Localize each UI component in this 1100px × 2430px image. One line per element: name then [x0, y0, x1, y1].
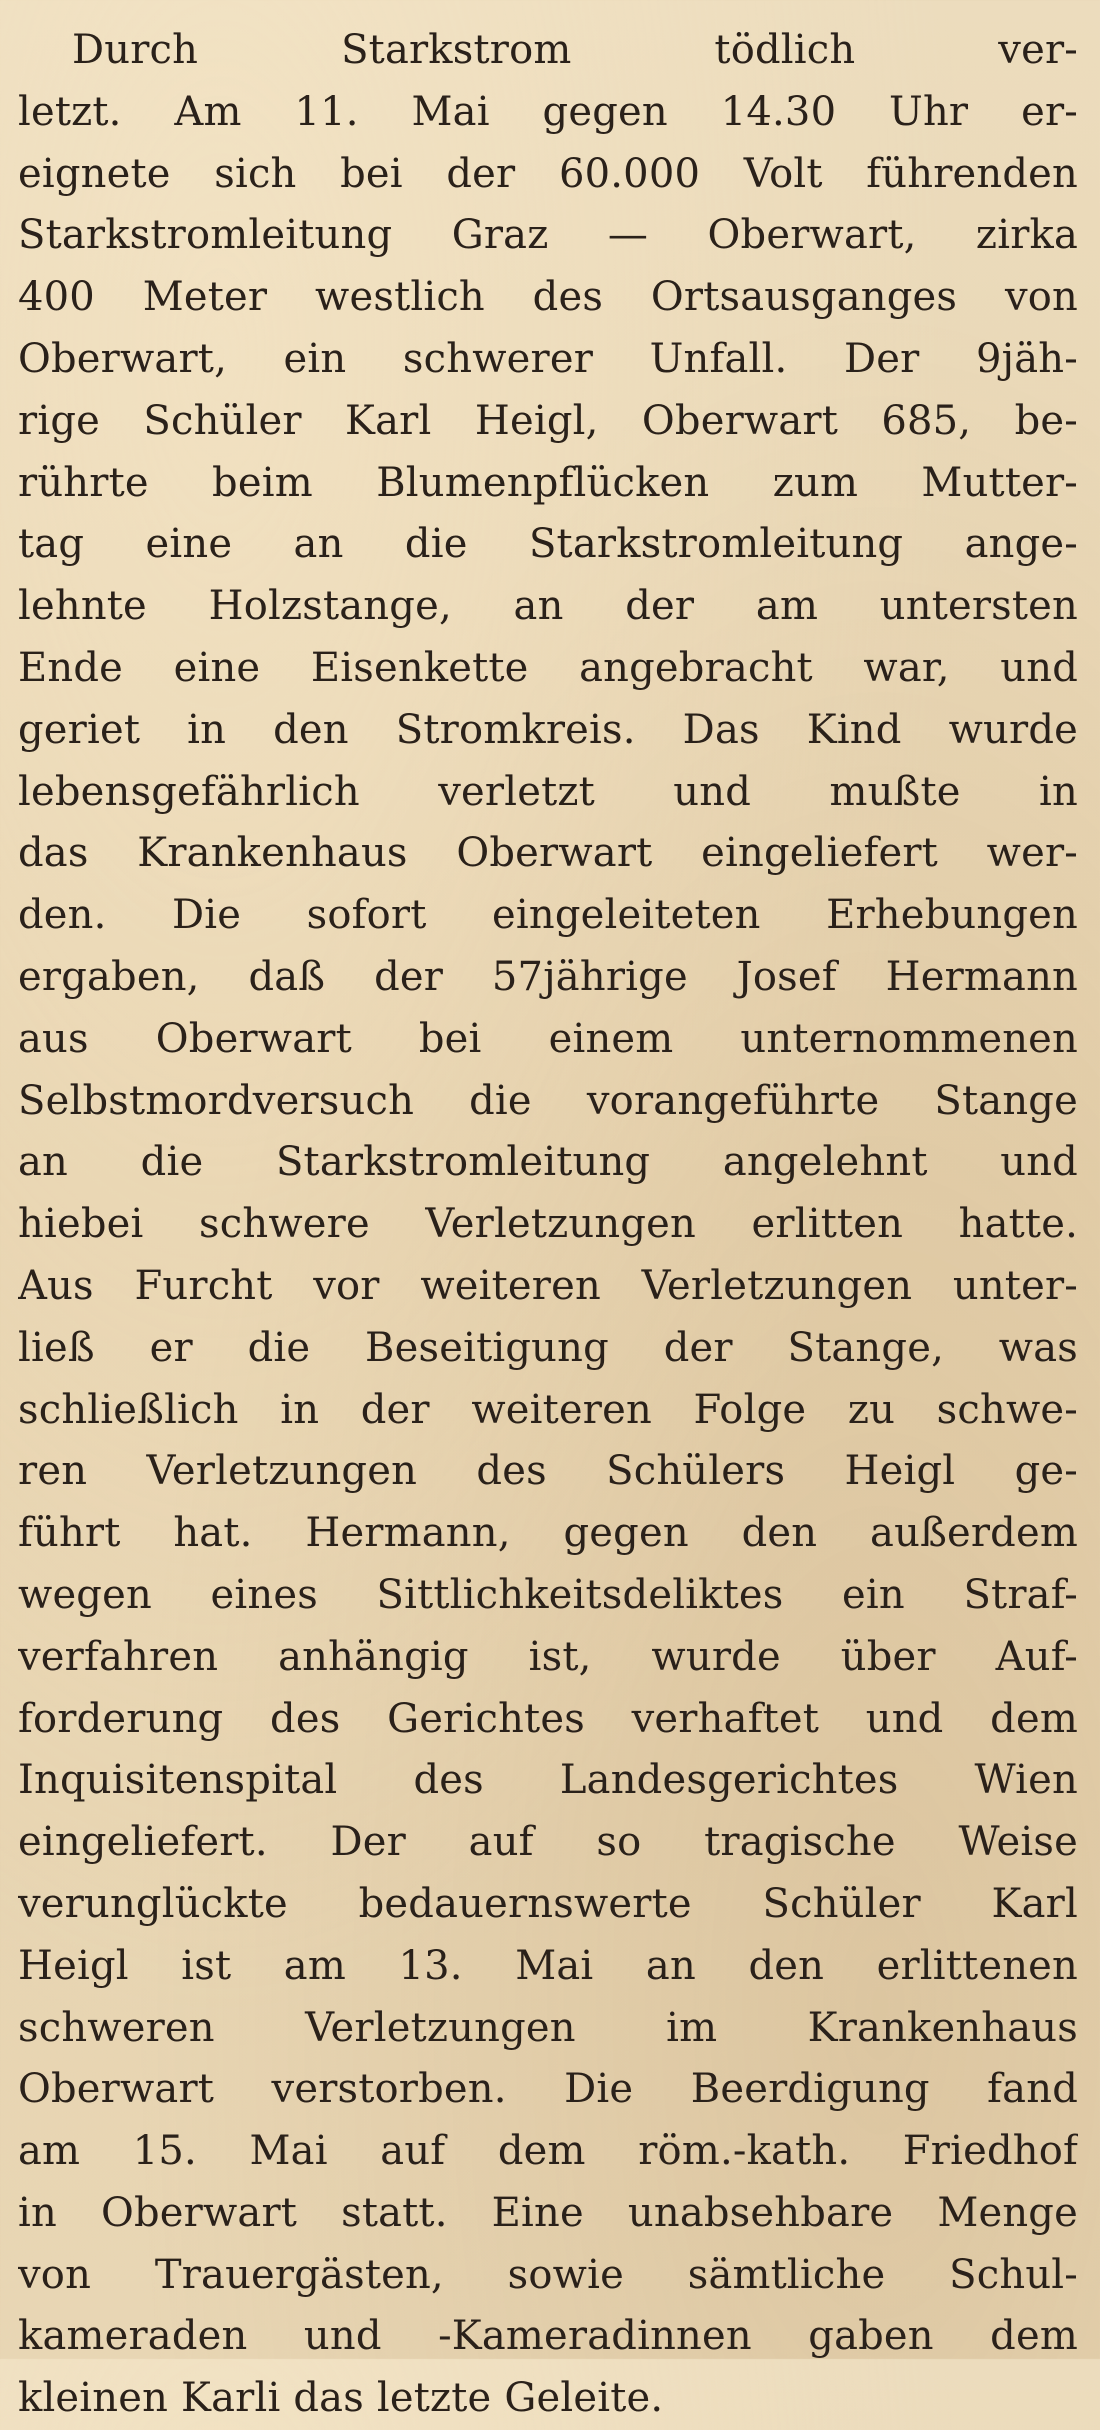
text-line: hiebei schwere Verletzungen erlitten hatte.	[18, 1201, 1078, 1248]
text-line: von Trauergästen, sowie sämtliche Schul-	[18, 2251, 1078, 2298]
text-line: an die Starkstromleitung angelehnt und	[18, 1139, 1078, 1186]
text-line: aus Oberwart bei einem unternommenen	[18, 1015, 1078, 1062]
text-line: kameraden und -Kameradinnen gaben dem	[18, 2313, 1078, 2360]
text-line: ren Verletzungen des Schülers Heigl ge-	[18, 1448, 1078, 1495]
headline-line: Durch Starkstrom tödlich ver-	[72, 27, 1078, 73]
text-line: am 15. Mai auf dem röm.-kath. Friedhof	[18, 2128, 1078, 2175]
text-line: wegen eines Sittlichkeitsdeliktes ein Straf-	[18, 1571, 1078, 1618]
text-line: Inquisitenspital des Landesgerichtes Wien	[18, 1757, 1078, 1804]
text-line: 400 Meter westlich des Ortsausganges von	[18, 274, 1078, 321]
text-line: den. Die sofort eingeleiteten Erhebungen	[18, 892, 1078, 939]
text-line: Aus Furcht vor weiteren Verletzungen unter-	[18, 1262, 1078, 1309]
text-line: lehnte Holzstange, an der am untersten	[18, 583, 1078, 630]
text-line: forderung des Gerichtes verhaftet und dem	[18, 1695, 1078, 1742]
text-line: lebensgefährlich verletzt und mußte in	[18, 768, 1078, 815]
text-line: Oberwart verstorben. Die Beerdigung fand	[18, 2066, 1078, 2113]
text-line: führt hat. Hermann, gegen den außerdem	[18, 1510, 1078, 1557]
text-line: rührte beim Blumenpflücken zum Mutter-	[18, 459, 1078, 506]
text-line: Starkstromleitung Graz — Oberwart, zirka	[18, 212, 1078, 259]
text-line: tag eine an die Starkstromleitung ange-	[18, 521, 1078, 568]
text-line: Selbstmordversuch die vorangeführte Stange	[18, 1077, 1078, 1124]
text-line: Oberwart, ein schwerer Unfall. Der 9jäh-	[18, 335, 1078, 382]
text-line: verunglückte bedauernswerte Schüler Karl	[18, 1880, 1078, 1927]
text-line: verfahren anhängig ist, wurde über Auf-	[18, 1633, 1078, 1680]
text-line: Heigl ist am 13. Mai an den erlittenen	[18, 1942, 1078, 1989]
text-line: Ende eine Eisenkette angebracht war, und	[18, 644, 1078, 691]
text-line: eingeliefert. Der auf so tragische Weise	[18, 1819, 1078, 1866]
text-line: schließlich in der weiteren Folge zu schwe-	[18, 1386, 1078, 1433]
text-line: kleinen Karli das letzte Geleite.	[18, 2375, 664, 2422]
text-line: geriet in den Stromkreis. Das Kind wurde	[18, 706, 1078, 753]
text-line: in Oberwart statt. Eine unabsehbare Menge	[18, 2189, 1078, 2236]
text-line: rige Schüler Karl Heigl, Oberwart 685, be-	[18, 397, 1078, 444]
text-line: ließ er die Beseitigung der Stange, was	[18, 1324, 1078, 1371]
text-line: letzt. Am 11. Mai gegen 14.30 Uhr er-	[18, 88, 1078, 135]
text-line: eignete sich bei der 60.000 Volt führenden	[18, 150, 1078, 197]
article-body	[18, 20, 1078, 2430]
text-line: das Krankenhaus Oberwart eingeliefert wer-	[18, 830, 1078, 877]
text-line: schweren Verletzungen im Krankenhaus	[18, 2004, 1078, 2051]
text-line: ergaben, daß der 57jährige Josef Hermann	[18, 953, 1078, 1000]
